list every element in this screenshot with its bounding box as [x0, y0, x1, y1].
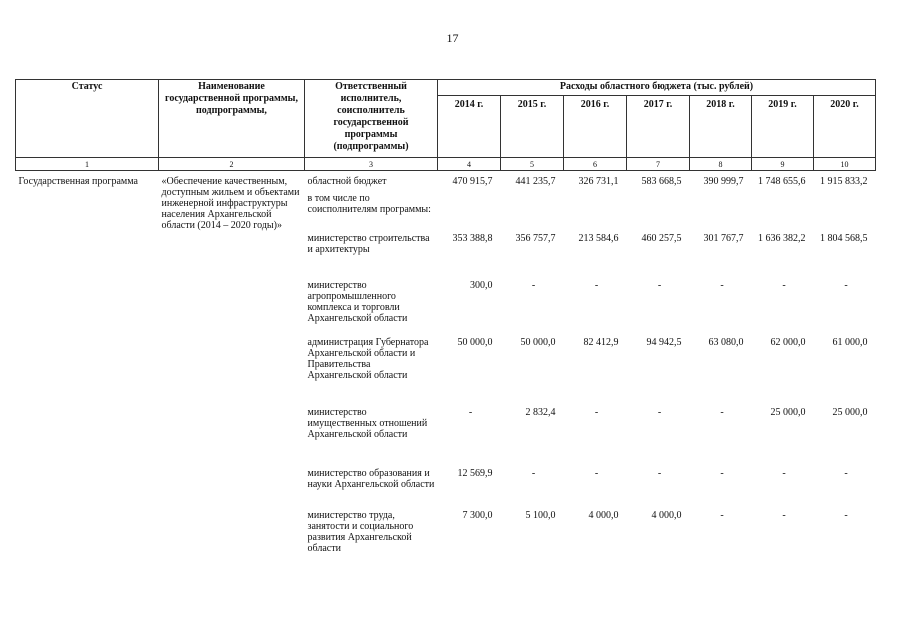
value-cell: -: [782, 509, 786, 521]
header-year: 2017 г.: [627, 96, 690, 158]
table-row: [16, 171, 876, 193]
executor-cell: министерство агропромышленного комплекса и торговли Архангельской области: [307, 279, 408, 324]
header-year: 2020 г.: [814, 96, 876, 158]
value-cell: 1 636 382,2: [758, 232, 806, 244]
value-cell: 583 668,5: [641, 176, 682, 187]
value-cell: 356 757,7: [515, 232, 556, 244]
value-cell: 4 000,0: [651, 509, 682, 521]
value-cell: 50 000,0: [520, 336, 556, 348]
value-cell: 25 000,0: [770, 406, 806, 418]
value-cell: -: [844, 279, 848, 291]
value-cell: [501, 193, 564, 233]
value-cell: 4 000,0: [588, 509, 619, 521]
header-year: 2014 г.: [438, 96, 501, 158]
column-number: 4: [438, 158, 501, 171]
value-cell: [627, 193, 690, 233]
value-cell: -: [531, 467, 536, 479]
column-number: 10: [814, 158, 876, 171]
value-cell: -: [720, 509, 724, 521]
value-cell: 1 804 568,5: [820, 232, 868, 244]
value-cell: 82 412,9: [583, 336, 619, 348]
header-row: [16, 80, 876, 96]
executor-cell: министерство труда, занятости и социального развития Архангельской области: [307, 509, 414, 554]
value-cell: 5 100,0: [525, 509, 556, 521]
column-number: 5: [501, 158, 564, 171]
value-cell: 470 915,7: [452, 176, 493, 187]
value-cell: -: [594, 406, 599, 418]
executor-cell: министерство образования и науки Архангельской области: [307, 467, 435, 490]
value-cell: 353 388,8: [452, 232, 493, 244]
value-cell: 300,0: [470, 279, 493, 291]
value-cell: [752, 193, 814, 233]
value-cell: 1 748 655,6: [758, 176, 806, 187]
value-cell: 12 569,9: [457, 467, 493, 479]
executor-cell: в том числе по соисполнителям программы:: [307, 192, 431, 215]
value-cell: -: [720, 279, 724, 291]
value-cell: -: [844, 467, 848, 479]
value-cell: -: [844, 509, 848, 521]
column-number: 3: [305, 158, 438, 171]
program-status: Государственная программа: [18, 176, 138, 187]
executor-cell: министерство строительства и архитектуры: [307, 232, 430, 255]
value-cell: -: [468, 406, 473, 418]
value-cell: -: [782, 279, 786, 291]
value-cell: 50 000,0: [457, 336, 493, 348]
value-cell: 63 080,0: [708, 336, 744, 348]
column-number-row: [16, 158, 876, 171]
header-year: 2015 г.: [501, 96, 564, 158]
value-cell: -: [657, 467, 662, 479]
column-number: 9: [752, 158, 814, 171]
value-cell: 25 000,0: [832, 406, 868, 418]
executor-cell: областной бюджет: [307, 176, 387, 187]
header-expenses: Расходы областного бюджета (тыс. рублей): [438, 80, 876, 96]
value-cell: 2 832,4: [525, 406, 556, 418]
header-executor: Ответственный исполнитель, соисполнитель государственной программы (подпрограммы): [305, 80, 438, 158]
column-number: 1: [16, 158, 159, 171]
column-number: 2: [159, 158, 305, 171]
value-cell: [438, 193, 501, 233]
value-cell: 7 300,0: [462, 509, 493, 521]
data-body: [16, 171, 876, 565]
header-year: 2016 г.: [564, 96, 627, 158]
column-number: 6: [564, 158, 627, 171]
executor-cell: администрация Губернатора Архангельской области и Правительства Архангельской области: [307, 336, 429, 381]
value-cell: -: [657, 406, 662, 418]
value-cell: 61 000,0: [832, 336, 868, 348]
value-cell: -: [594, 279, 599, 291]
value-cell: 390 999,7: [703, 176, 744, 187]
program-name: «Обеспечение качественным, доступным жильем и объектами инженерной инфраструктуры населения Архангельской области (2014 – 2020 годы)»: [161, 176, 300, 231]
column-number: 8: [690, 158, 752, 171]
value-cell: 1 915 833,2: [820, 176, 868, 187]
value-cell: 326 731,1: [578, 176, 619, 187]
value-cell: 301 767,7: [703, 232, 744, 244]
value-cell: [564, 193, 627, 233]
value-cell: -: [782, 467, 786, 479]
value-cell: -: [720, 467, 724, 479]
executor-cell: министерство имущественных отношений Архангельской области: [307, 406, 428, 440]
value-cell: 213 584,6: [578, 232, 619, 244]
value-cell: 460 257,5: [641, 232, 682, 244]
column-number: 7: [627, 158, 690, 171]
budget-table: [15, 79, 876, 565]
value-cell: -: [657, 279, 662, 291]
header-status: Статус: [16, 80, 159, 158]
value-cell: 94 942,5: [646, 336, 682, 348]
header-program-name: Наименование государственной программы, подпрограммы,: [159, 80, 305, 158]
value-cell: -: [720, 406, 724, 418]
header-year: 2019 г.: [752, 96, 814, 158]
value-cell: 62 000,0: [770, 336, 806, 348]
value-cell: [690, 193, 752, 233]
value-cell: -: [594, 467, 599, 479]
value-cell: -: [531, 279, 536, 291]
header-year: 2018 г.: [690, 96, 752, 158]
page-number: 17: [446, 31, 459, 45]
value-cell: 441 235,7: [515, 176, 556, 187]
value-cell: [814, 193, 876, 233]
